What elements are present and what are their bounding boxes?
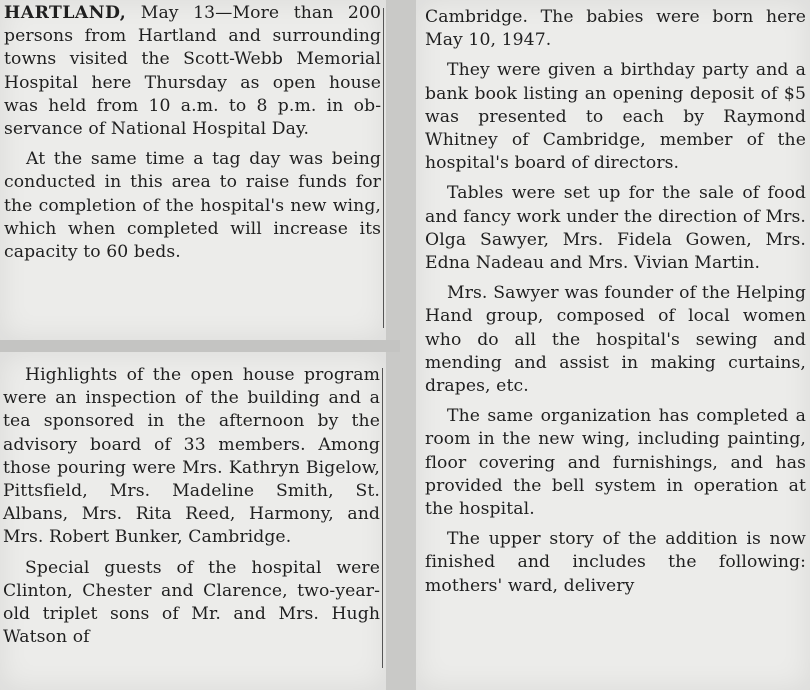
article-column-left-top bbox=[4, 2, 381, 264]
article-paragraph: The same organization has completed a room in the new wing, including painting, floor covering and furnishings, and has provided the bell system in operation at the hospital. bbox=[425, 406, 806, 520]
article-paragraph: At the same time a tag day was being conducted in this area to raise funds for the completion of the hospital's new wing, which when completed will increase its capacity to 60 beds. bbox=[4, 149, 381, 263]
article-paragraph: Special guests of the hospital were Clinton, Chester and Clarence, two-year-old triplet sons of Mr. and Mrs. Hugh Watson of bbox=[3, 557, 380, 648]
article-paragraph: Highlights of the open house program were an inspection of the building and a tea sponsored in the afternoon by the advisory board of 33 members. Among those pouring were Mrs. Kathryn Bigelow, Pittsfield, Mrs. Madeline Smith, St. Albans, Mrs. Rita Reed, Harmony, and Mrs. Robert Bunker, Cambridge. bbox=[3, 365, 380, 548]
article-paragraph: The upper story of the addition is now finished and includes the following: mothers' ward, delivery bbox=[425, 529, 806, 596]
article-paragraph: Cambridge. The babies were born here May 10, 1947. bbox=[425, 7, 806, 51]
dateline: HARTLAND, bbox=[4, 3, 127, 23]
article-paragraph: Tables were set up for the sale of food and fancy work under the direction of Mrs. Olga Sawyer, Mrs. Fidela Gowen, Mrs. Edna Nadeau and Mrs. Vivian Martin. bbox=[425, 183, 806, 274]
paragraph-text: May 13—More than 200 persons from Hartland and surrounding towns visited the Scott-Webb Memorial Hospital here Thursday as open house was held from 10 a.m. to 8 p.m. in observance of National Hospital Day. bbox=[4, 3, 381, 140]
column-rule bbox=[382, 368, 383, 668]
article-column-right bbox=[425, 6, 806, 598]
article-paragraph bbox=[4, 2, 381, 141]
article-paragraph: Mrs. Sawyer was founder of the Helping Hand group, composed of local women who do all the hospital's sewing and mending and assist in making curtains, drapes, etc. bbox=[425, 283, 806, 397]
clipping-left-bottom bbox=[0, 352, 386, 690]
clipping-left-top bbox=[0, 0, 386, 340]
clipping-right bbox=[416, 0, 810, 690]
column-rule bbox=[383, 8, 384, 328]
article-paragraph: They were given a birthday party and a bank book listing an opening deposit of $5 was presented to each by Raymond Whitney of Cambridge, member of the hospital's board of directors. bbox=[425, 60, 806, 174]
clipping-gap bbox=[0, 340, 400, 352]
article-column-left-bottom bbox=[3, 364, 380, 649]
